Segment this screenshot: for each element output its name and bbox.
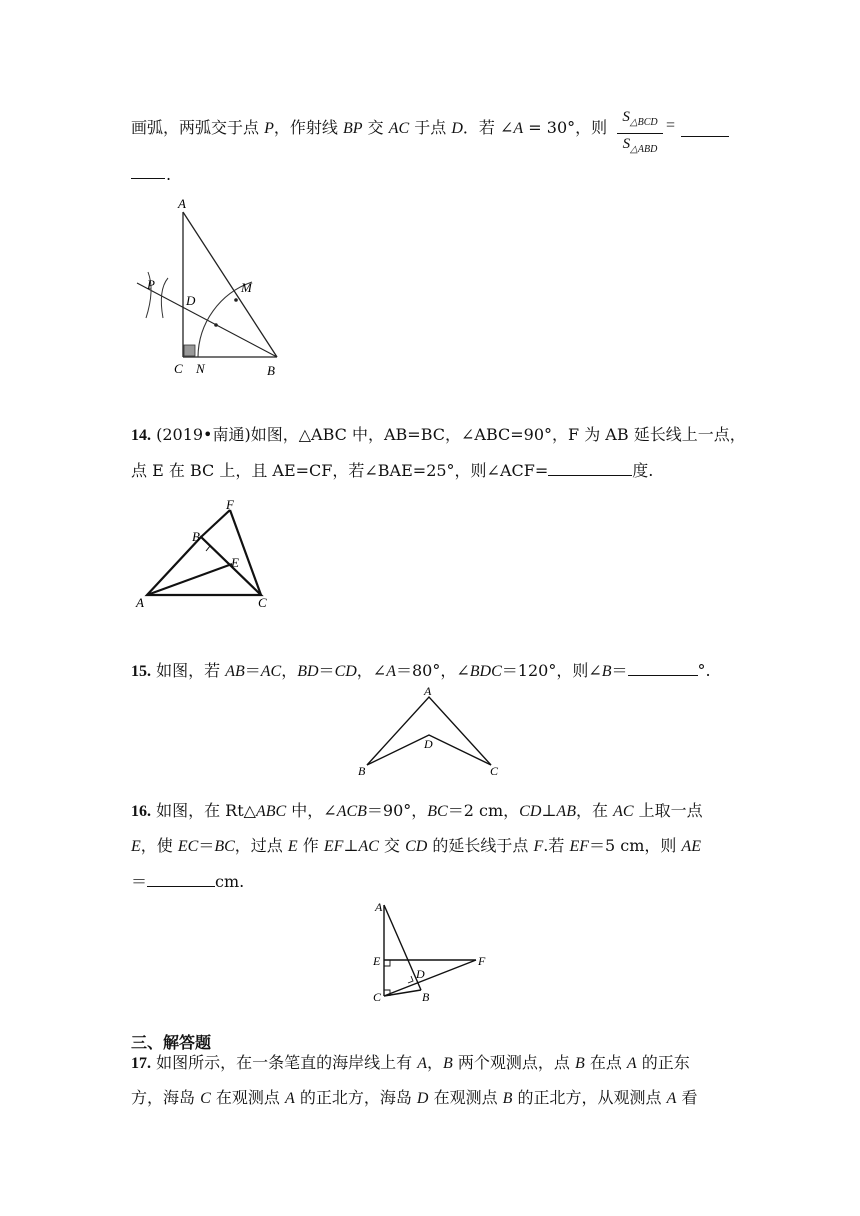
q17-line-2 (131, 1087, 740, 1110)
label-a: A (136, 595, 144, 610)
q13-period: . (166, 165, 172, 184)
q16-text: ，过点 (234, 836, 288, 855)
q17-text: 方，海岛 (131, 1088, 201, 1107)
label-d: D (186, 293, 196, 308)
q15-var: A (386, 663, 396, 680)
q16-var: E (131, 838, 141, 855)
label-c: C (373, 990, 382, 1004)
q16-var: EF (569, 838, 590, 855)
q17-text: 在观测点 (428, 1088, 503, 1107)
label-a: A (424, 684, 432, 698)
figure-q16 (368, 898, 498, 1008)
question-number: 14. (131, 427, 151, 444)
q16-var: EF (323, 838, 344, 855)
q13-text: 交 (362, 118, 389, 137)
label-a: A (178, 196, 186, 211)
q15-var: AC (260, 663, 282, 680)
q15-var: BDC (469, 663, 502, 680)
q16-var: CD (405, 838, 428, 855)
question-number: 15. (131, 663, 151, 680)
q15-text: °. (697, 661, 711, 680)
q13-var: BP (342, 120, 363, 137)
q14-text: 度. (632, 461, 654, 480)
q15-var: AB (225, 663, 245, 680)
q13-var: AC (388, 120, 410, 137)
label-n: N (196, 361, 205, 376)
q17-var: A (626, 1055, 637, 1072)
label-c: C (258, 595, 267, 610)
label-f: F (226, 497, 234, 512)
q16-var: AE (681, 838, 702, 855)
q16-line-2 (131, 835, 740, 858)
q17-text: ， (426, 1053, 443, 1072)
q17-var: D (416, 1090, 429, 1107)
q17-var: A (284, 1090, 295, 1107)
label-a: A (375, 900, 383, 914)
label-e: E (231, 555, 239, 570)
q17-text: 的正东 (636, 1053, 690, 1072)
label-e: E (373, 954, 381, 968)
q17-text: 两个观测点，点 (452, 1053, 575, 1072)
q15-text: ＝ (611, 661, 628, 680)
label-p: P (147, 277, 155, 292)
q16-text: ⊥ (343, 836, 359, 855)
q17-var: A (417, 1055, 427, 1072)
figure-q13 (125, 195, 305, 385)
q16-var: F (533, 838, 544, 855)
q16-line-3 (131, 870, 740, 893)
q16-var: EC (177, 838, 199, 855)
q16-text: 上取一点 (633, 801, 703, 820)
label-d: D (416, 967, 425, 981)
q15-line (131, 659, 740, 683)
q16-text: ＝90°， (366, 801, 428, 820)
q16-var: ACB (336, 803, 367, 820)
q17-line-1 (131, 1052, 740, 1075)
q17-text: 的正北方，海岛 (294, 1088, 417, 1107)
q16-text: ＝ (131, 872, 148, 891)
q13-text: 于点 (409, 118, 452, 137)
equals-sign: = (666, 117, 676, 134)
q13-text: ．若 ∠ (462, 118, 514, 137)
q16-var: CD (519, 803, 542, 820)
q14-line-2 (131, 459, 740, 482)
frac-denominator-sub: △ABD (630, 144, 658, 155)
q16-var: ABC (255, 803, 287, 820)
q16-text: ＝5 cm，则 (589, 836, 682, 855)
q16-var: BC (427, 803, 448, 820)
label-c: C (490, 764, 499, 778)
q14-line-1 (131, 424, 746, 447)
answer-blank-q14[interactable] (548, 459, 632, 476)
q16-text: cm. (215, 872, 245, 891)
q16-text: 交 (378, 836, 406, 855)
q15-var: CD (334, 663, 357, 680)
q17-text: 看 (676, 1088, 698, 1107)
frac-numerator: S (622, 109, 630, 125)
q13-var: A (513, 120, 524, 137)
label-c: C (174, 361, 183, 376)
question-number: 17. (131, 1055, 151, 1072)
label-d: D (424, 737, 433, 751)
area-ratio-fraction (617, 108, 663, 159)
q16-text: 作 (297, 836, 324, 855)
answer-blank-q16[interactable] (147, 870, 215, 887)
q13-text: = 30°，则 (523, 118, 608, 137)
q15-var: BD (297, 663, 319, 680)
figure-q15 (355, 683, 505, 778)
q17-var: B (502, 1090, 513, 1107)
q14-text: (2019•南通)如图，△ABC 中，AB=BC，∠ABC=90°，F 为 AB 延长线上一点， (156, 425, 746, 444)
answer-blank-q13a[interactable] (681, 120, 729, 137)
q16-text: 如图，在 Rt△ (151, 801, 256, 820)
q16-text: .若 (543, 836, 570, 855)
fraction-bar (617, 133, 663, 134)
figure-q14 (132, 495, 282, 615)
q16-line-1 (131, 800, 740, 823)
q16-text: ，使 (140, 836, 178, 855)
q16-var: E (287, 838, 298, 855)
q17-text: 在点 (584, 1053, 627, 1072)
answer-blank-q15[interactable] (628, 659, 698, 676)
q17-text: 如图所示，在一条笔直的海岸线上有 (151, 1053, 418, 1072)
q13-var: D (451, 120, 463, 137)
q13-equals (666, 117, 675, 135)
question-number: 16. (131, 803, 151, 820)
q16-var: AC (358, 838, 379, 855)
q15-text: ，∠ (356, 661, 387, 680)
q16-text: 中，∠ (286, 801, 337, 820)
q17-var: B (442, 1055, 453, 1072)
q13-var: P (264, 120, 274, 137)
q17-var: C (200, 1090, 211, 1107)
label-b: B (358, 764, 366, 778)
q14-text: 点 E 在 BC 上，且 AE=CF，若∠BAE=25°，则∠ACF= (131, 461, 549, 480)
q16-var: AB (556, 803, 576, 820)
q16-text: ⊥ (541, 801, 557, 820)
frac-numerator-sub: △BCD (629, 117, 658, 128)
q13-text: ，作射线 (273, 118, 343, 137)
q15-var: B (601, 663, 612, 680)
q16-text: ＝ (198, 836, 215, 855)
q17-text: 在观测点 (210, 1088, 285, 1107)
q16-text: ＝2 cm， (447, 801, 520, 820)
label-b: B (267, 363, 275, 378)
answer-blank-q13b[interactable] (131, 162, 165, 179)
label-b: B (192, 529, 200, 544)
q15-text: ＝ (244, 661, 261, 680)
q17-text: 的正北方，从观测点 (512, 1088, 667, 1107)
frac-denominator: S (622, 136, 631, 152)
q15-text: 如图，若 (151, 661, 226, 680)
label-f: F (478, 954, 486, 968)
q16-var: BC (214, 838, 235, 855)
q13-text: 画弧，两弧交于点 (131, 118, 265, 137)
label-b: B (422, 990, 430, 1004)
q16-text: 的延长线于点 (427, 836, 534, 855)
q15-text: ＝80°，∠ (396, 661, 470, 680)
label-m: M (241, 280, 252, 295)
q17-var: A (666, 1090, 677, 1107)
q16-var: AC (613, 803, 634, 820)
q15-text: ＝120°，则∠ (501, 661, 602, 680)
q16-text: ，在 (575, 801, 614, 820)
q15-text: ＝ (318, 661, 335, 680)
q15-text: ， (281, 661, 298, 680)
section-heading: 三、解答题 (131, 1033, 212, 1052)
q17-var: B (574, 1055, 585, 1072)
